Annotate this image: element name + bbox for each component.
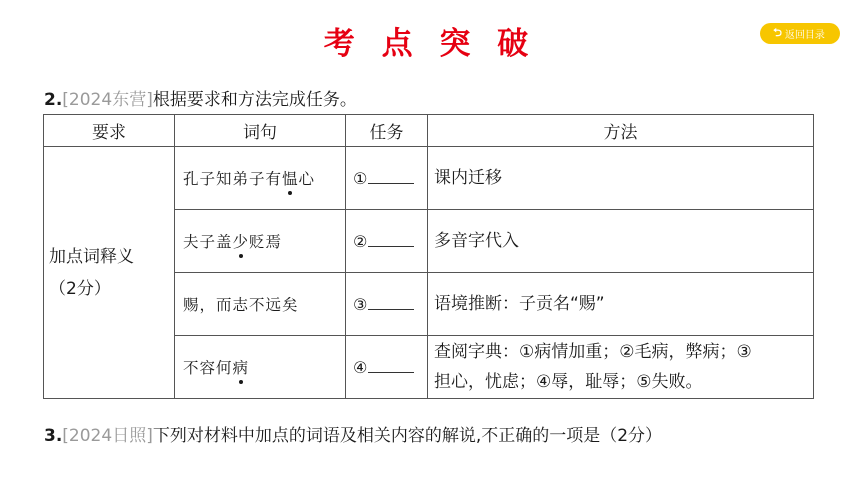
back-to-contents-button[interactable] [760,23,840,44]
requirement-score: （2分） [49,278,111,299]
sentence-cell: 夫子盖少贬焉 [175,210,346,273]
method-cell: 语境推断：子贡名“赐” [428,273,814,336]
return-arrow-icon: ⮌ [773,26,782,39]
task-table [43,114,814,399]
method-cell: 课内迁移 [428,147,814,210]
task-blank-1[interactable]: ① [346,147,428,210]
sentence-cell: 不容何病 [175,336,346,399]
question-text: 下列对材料中加点的词语及相关内容的解说,不正确的一项是（2分） [152,426,663,446]
table-row [44,147,814,210]
requirement-label: 加点词释义 [49,246,134,267]
header-method: 方法 [428,115,814,147]
task-blank-2[interactable]: ② [346,210,428,273]
page-title: 考 点 突 破 [323,26,537,62]
question-source: [2024日照] [62,426,153,446]
answer-blank[interactable] [368,358,414,373]
question-source: [2024东营] [62,90,153,110]
header-task: 任务 [346,115,428,147]
method-line: 担心，忧虑；④辱，耻辱；⑤失败。 [434,372,703,392]
answer-blank[interactable] [368,232,414,247]
question-2 [44,85,357,110]
method-cell [428,336,814,399]
task-blank-4[interactable]: ④ [346,336,428,399]
header-sentence: 词句 [175,115,346,147]
sentence-cell: 孔子知弟子有愠心 [175,147,346,210]
header-requirement: 要求 [44,115,175,147]
question-number: 3. [44,426,63,446]
method-line: 查阅字典：①病情加重；②毛病，弊病；③ [434,342,752,362]
dotted-word: 病 [233,356,250,378]
question-3 [44,421,662,446]
task-blank-3[interactable]: ③ [346,273,428,336]
table-header-row [44,115,814,147]
answer-blank[interactable] [368,295,414,310]
method-cell: 多音字代入 [428,210,814,273]
question-number: 2. [44,90,63,110]
dotted-word: 愠 [282,167,299,189]
sentence-cell: 赐，而志不远矣 [175,273,346,336]
requirement-cell [44,147,175,399]
dotted-word: 少 [233,230,250,252]
answer-blank[interactable] [368,169,414,184]
question-text: 根据要求和方法完成任务。 [152,90,357,110]
back-to-contents-label: 返回目录 [784,30,825,41]
